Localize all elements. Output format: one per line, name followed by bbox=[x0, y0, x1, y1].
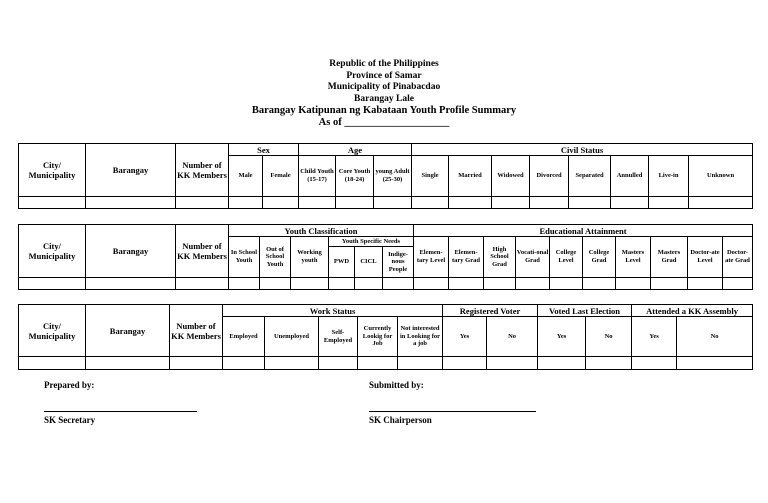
col-high-school-grad: High School Grad bbox=[484, 237, 516, 278]
col-voter-no: No bbox=[487, 317, 538, 357]
col-election-yes: Yes bbox=[538, 317, 586, 357]
prepared-by-label: Prepared by: bbox=[44, 380, 95, 390]
city-municipality-header: City/ Municipality bbox=[19, 305, 86, 357]
col-doctorate-grad: Doctor-ate Grad bbox=[723, 237, 753, 278]
city-municipality-header: City/ Municipality bbox=[19, 144, 86, 197]
document-title: Barangay Katipunan ng Kabataan Youth Profile Summary bbox=[251, 105, 517, 116]
col-elementary-grad: Elemen-tary Grad bbox=[449, 237, 484, 278]
barangay-header: Barangay bbox=[86, 225, 176, 278]
col-vocational-grad: Vocati-onal Grad bbox=[516, 237, 550, 278]
youth-classification-group-header: Youth Classification bbox=[229, 225, 414, 237]
work-status-group-header: Work Status bbox=[223, 305, 443, 317]
col-child-youth: Child Youth (15-17) bbox=[299, 156, 336, 197]
table-row bbox=[19, 278, 753, 290]
col-married: Married bbox=[449, 156, 492, 197]
registered-voter-group-header: Registered Voter bbox=[443, 305, 538, 317]
col-annulled: Annulled bbox=[611, 156, 649, 197]
col-indigenous-people: Indige-nous People bbox=[383, 247, 414, 278]
col-live-in: Live-in bbox=[649, 156, 689, 197]
table-work-voting bbox=[18, 304, 753, 370]
submitted-by-label: Submitted by: bbox=[369, 380, 424, 390]
col-college-grad: College Grad bbox=[583, 237, 616, 278]
col-masters-grad: Masters Grad bbox=[651, 237, 688, 278]
youth-specific-needs-header: Youth Specific Needs bbox=[329, 237, 414, 247]
as-of-line: As of ____________________ bbox=[318, 116, 450, 128]
col-unemployed: Unemployed bbox=[265, 317, 319, 357]
attended-kk-assembly-group-header: Attended a KK Assembly bbox=[632, 305, 753, 317]
voted-last-election-group-header: Voted Last Election bbox=[538, 305, 632, 317]
col-voter-yes: Yes bbox=[443, 317, 487, 357]
educational-attainment-group-header: Educational Attainment bbox=[414, 225, 753, 237]
table-row bbox=[19, 197, 753, 209]
document-header bbox=[0, 59, 768, 128]
col-assembly-no: No bbox=[677, 317, 753, 357]
city-municipality-header: City/ Municipality bbox=[19, 225, 86, 278]
col-young-adult: young Adult (25-30) bbox=[374, 156, 412, 197]
col-single: Single bbox=[412, 156, 449, 197]
sk-secretary-label: SK Secretary bbox=[44, 415, 96, 425]
col-election-no: No bbox=[586, 317, 632, 357]
secretary-signature-line bbox=[44, 411, 197, 412]
col-self-employed: Self-Employed bbox=[319, 317, 358, 357]
header-republic: Republic of the Philippines bbox=[329, 59, 439, 69]
table-row bbox=[19, 357, 753, 370]
col-college-level: College Level bbox=[550, 237, 583, 278]
table-sex-age-civil bbox=[18, 143, 753, 209]
header-province: Province of Samar bbox=[346, 70, 422, 81]
kk-members-header: Number of KK Members bbox=[170, 305, 223, 357]
col-employed: Employed bbox=[223, 317, 265, 357]
col-male: Male bbox=[229, 156, 263, 197]
col-separated: Separated bbox=[569, 156, 611, 197]
col-cicl: CICL bbox=[355, 247, 383, 278]
chairperson-signature-line bbox=[369, 411, 536, 412]
header-municipality: Municipality of Pinabacdao bbox=[327, 82, 441, 92]
col-divorced: Divorced bbox=[530, 156, 569, 197]
civil-status-group-header: Civil Status bbox=[412, 144, 753, 156]
header-barangay: Barangay Lale bbox=[354, 93, 414, 104]
age-group-header: Age bbox=[299, 144, 412, 156]
col-pwd: PWD bbox=[329, 247, 355, 278]
col-core-youth: Core Youth (18-24) bbox=[336, 156, 374, 197]
sk-chairperson-label: SK Chairperson bbox=[369, 415, 432, 425]
col-not-interested: Not interested in Looking for a job bbox=[398, 317, 443, 357]
kk-members-header: Number of KK Members bbox=[176, 225, 229, 278]
col-assembly-yes: Yes bbox=[632, 317, 677, 357]
barangay-header: Barangay bbox=[86, 305, 170, 357]
table-youth-education bbox=[18, 224, 753, 290]
col-masters-level: Masters Level bbox=[616, 237, 651, 278]
col-female: Female bbox=[263, 156, 299, 197]
col-unknown: Unknown bbox=[689, 156, 753, 197]
sex-group-header: Sex bbox=[229, 144, 299, 156]
col-elementary-level: Elemen-tary Level bbox=[414, 237, 449, 278]
col-widowed: Widowed bbox=[492, 156, 530, 197]
kk-members-header: Number of KK Members bbox=[176, 144, 229, 197]
col-doctorate-level: Doctor-ate Level bbox=[688, 237, 723, 278]
col-currently-looking: Currently Lookig for Job bbox=[358, 317, 398, 357]
barangay-header: Barangay bbox=[86, 144, 176, 197]
col-working-youth: Working youth bbox=[291, 237, 329, 278]
col-out-of-school-youth: Out of School Youth bbox=[260, 237, 291, 278]
col-in-school-youth: In School Youth bbox=[229, 237, 260, 278]
